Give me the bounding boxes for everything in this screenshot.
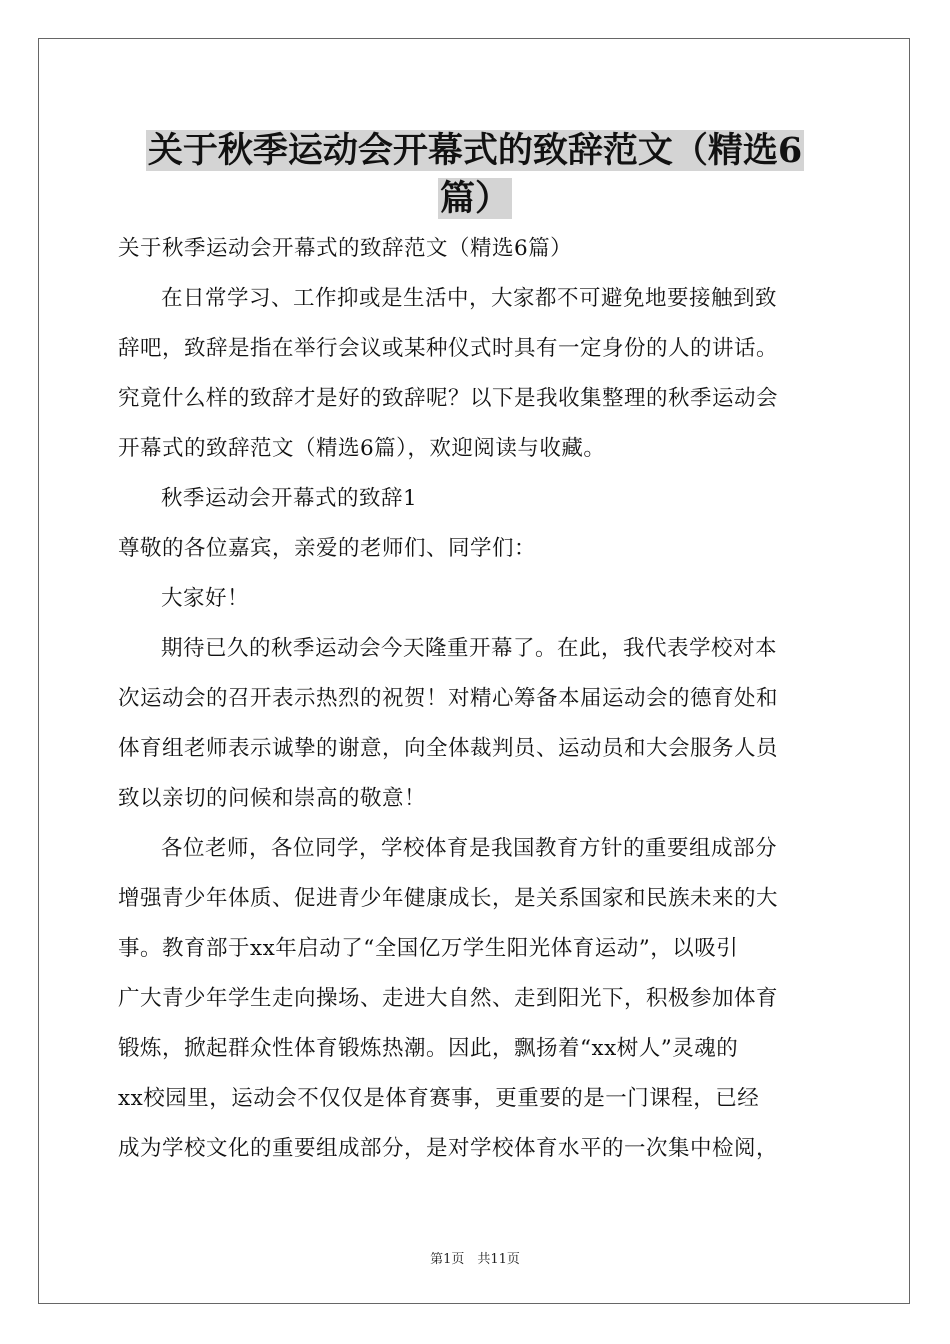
paragraph-line: 增强青少年体质、促进青少年健康成长，是关系国家和民族未来的大 xyxy=(118,886,779,911)
document-title xyxy=(120,128,830,174)
title-line-1: 关于秋季运动会开幕式的致辞范文（精选6 xyxy=(147,130,803,171)
section-heading: 秋季运动会开幕式的致辞1 xyxy=(161,486,418,511)
paragraph-line: 辞吧，致辞是指在举行会议或某种仪式时具有一定身份的人的讲话。 xyxy=(118,336,779,361)
paragraph-line: 致以亲切的问候和崇高的敬意！ xyxy=(118,786,427,811)
paragraph-line: 究竟什么样的致辞才是好的致辞呢？以下是我收集整理的秋季运动会 xyxy=(118,386,779,411)
paragraph-line: 成为学校文化的重要组成部分，是对学校体育水平的一次集中检阅， xyxy=(118,1136,779,1161)
document-title-continued xyxy=(120,176,830,222)
paragraph-line: 事。教育部于xx年启动了“全国亿万学生阳光体育运动”，以吸引 xyxy=(118,936,739,961)
paragraph-line: 各位老师，各位同学，学校体育是我国教育方针的重要组成部分 xyxy=(161,836,778,861)
paragraph-line: 开幕式的致辞范文（精选6篇），欢迎阅读与收藏。 xyxy=(118,436,606,461)
paragraph-line: 在日常学习、工作抑或是生活中，大家都不可避免地要接触到致 xyxy=(161,286,778,311)
paragraph-line: 锻炼，掀起群众性体育锻炼热潮。因此，飘扬着“xx树人”灵魂的 xyxy=(118,1036,739,1061)
paragraph-line: 期待已久的秋季运动会今天隆重开幕了。在此，我代表学校对本 xyxy=(161,636,778,661)
salutation-line: 尊敬的各位嘉宾，亲爱的老师们、同学们： xyxy=(118,536,537,561)
title-line-2: 篇） xyxy=(439,178,510,219)
page-footer: 第1页 共11页 xyxy=(430,1252,520,1267)
paragraph-line: 广大青少年学生走向操场、走进大自然、走到阳光下，积极参加体育 xyxy=(118,986,779,1011)
greeting-line: 大家好！ xyxy=(161,586,250,611)
paragraph-line: xx校园里，运动会不仅仅是体育赛事，更重要的是一门课程，已经 xyxy=(118,1086,760,1111)
paragraph-line: 次运动会的召开表示热烈的祝贺！对精心筹备本届运动会的德育处和 xyxy=(118,686,779,711)
subtitle-line: 关于秋季运动会开幕式的致辞范文（精选6篇） xyxy=(118,236,573,261)
page-border xyxy=(38,38,910,1304)
paragraph-line: 体育组老师表示诚挚的谢意，向全体裁判员、运动员和大会服务人员 xyxy=(118,736,779,761)
